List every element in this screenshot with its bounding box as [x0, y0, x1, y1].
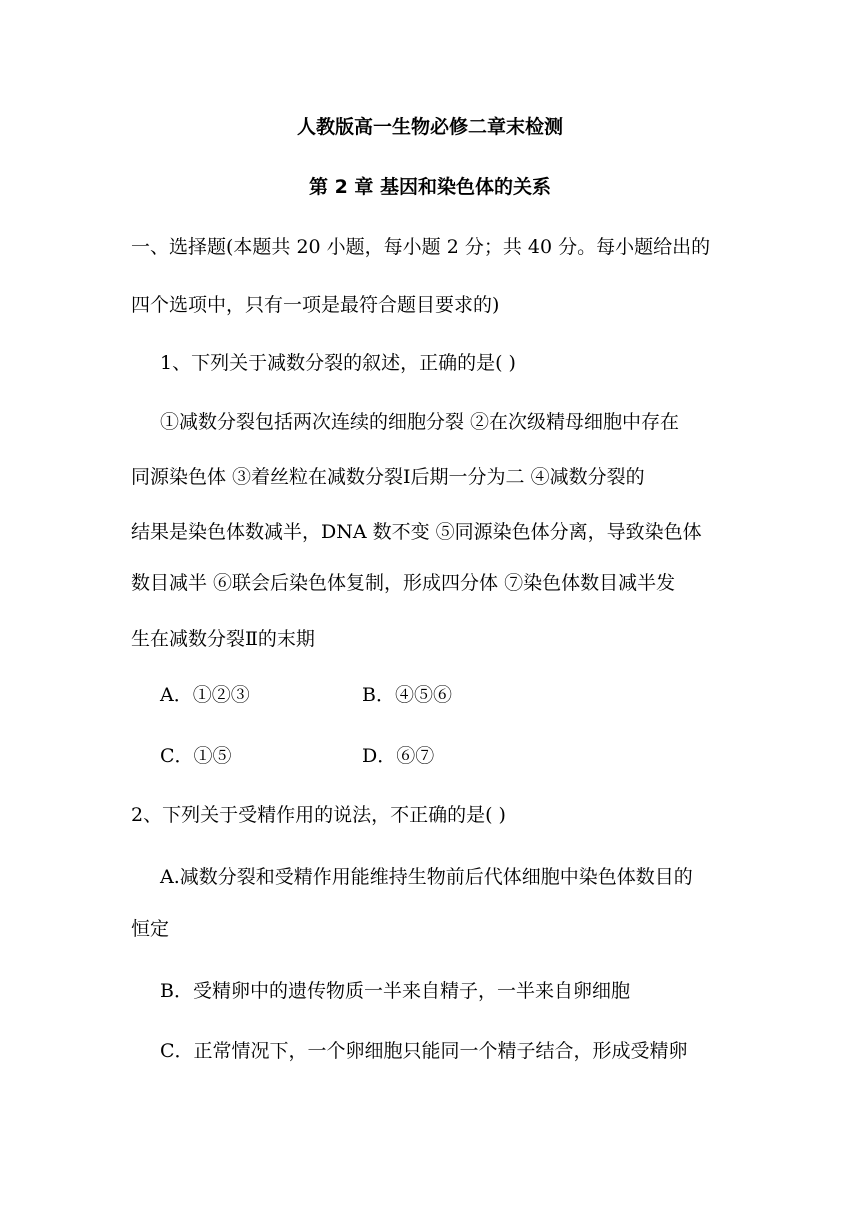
question-1-option-b: B．④⑤⑥: [362, 684, 452, 706]
section-instructions-line-1: 一、选择题(本题共 20 小题，每小题 2 分；共 40 分。每小题给出的: [131, 236, 711, 258]
question-2-stem: 2、下列关于受精作用的说法，不正确的是( ): [131, 804, 506, 826]
question-1-option-d: D．⑥⑦: [362, 745, 435, 767]
section-instructions-line-2: 四个选项中，只有一项是最符合题目要求的): [131, 294, 500, 316]
question-2-option-a-line-2: 恒定: [131, 918, 170, 940]
document-title: 人教版高一生物必修二章末检测: [296, 116, 563, 138]
question-1-stem: 1、下列关于减数分裂的叙述，正确的是( ): [160, 352, 516, 374]
question-1-statement-line: 结果是染色体数减半，DNA 数不变 ⑤同源染色体分离，导致染色体: [131, 521, 702, 543]
question-1-option-c: C．①⑤: [160, 745, 232, 767]
question-1-statement-line: 数目减半 ⑥联会后染色体复制，形成四分体 ⑦染色体数目减半发: [131, 572, 676, 594]
question-1-statement-line: 生在减数分裂Ⅱ的末期: [131, 628, 315, 650]
question-1-statement-line: 同源染色体 ③着丝粒在减数分裂Ⅰ后期一分为二 ④减数分裂的: [131, 466, 645, 488]
question-2-option-b: B．受精卵中的遗传物质一半来自精子，一半来自卵细胞: [160, 980, 630, 1002]
chapter-heading: 第 2 章 基因和染色体的关系: [308, 176, 552, 198]
question-1-statement-line: ①减数分裂包括两次连续的细胞分裂 ②在次级精母细胞中存在: [160, 411, 680, 433]
question-2-option-c: C．正常情况下，一个卵细胞只能同一个精子结合，形成受精卵: [160, 1040, 688, 1062]
question-1-option-a: A．①②③: [160, 684, 250, 706]
question-2-option-a-line-1: A.减数分裂和受精作用能维持生物前后代体细胞中染色体数目的: [160, 866, 693, 888]
